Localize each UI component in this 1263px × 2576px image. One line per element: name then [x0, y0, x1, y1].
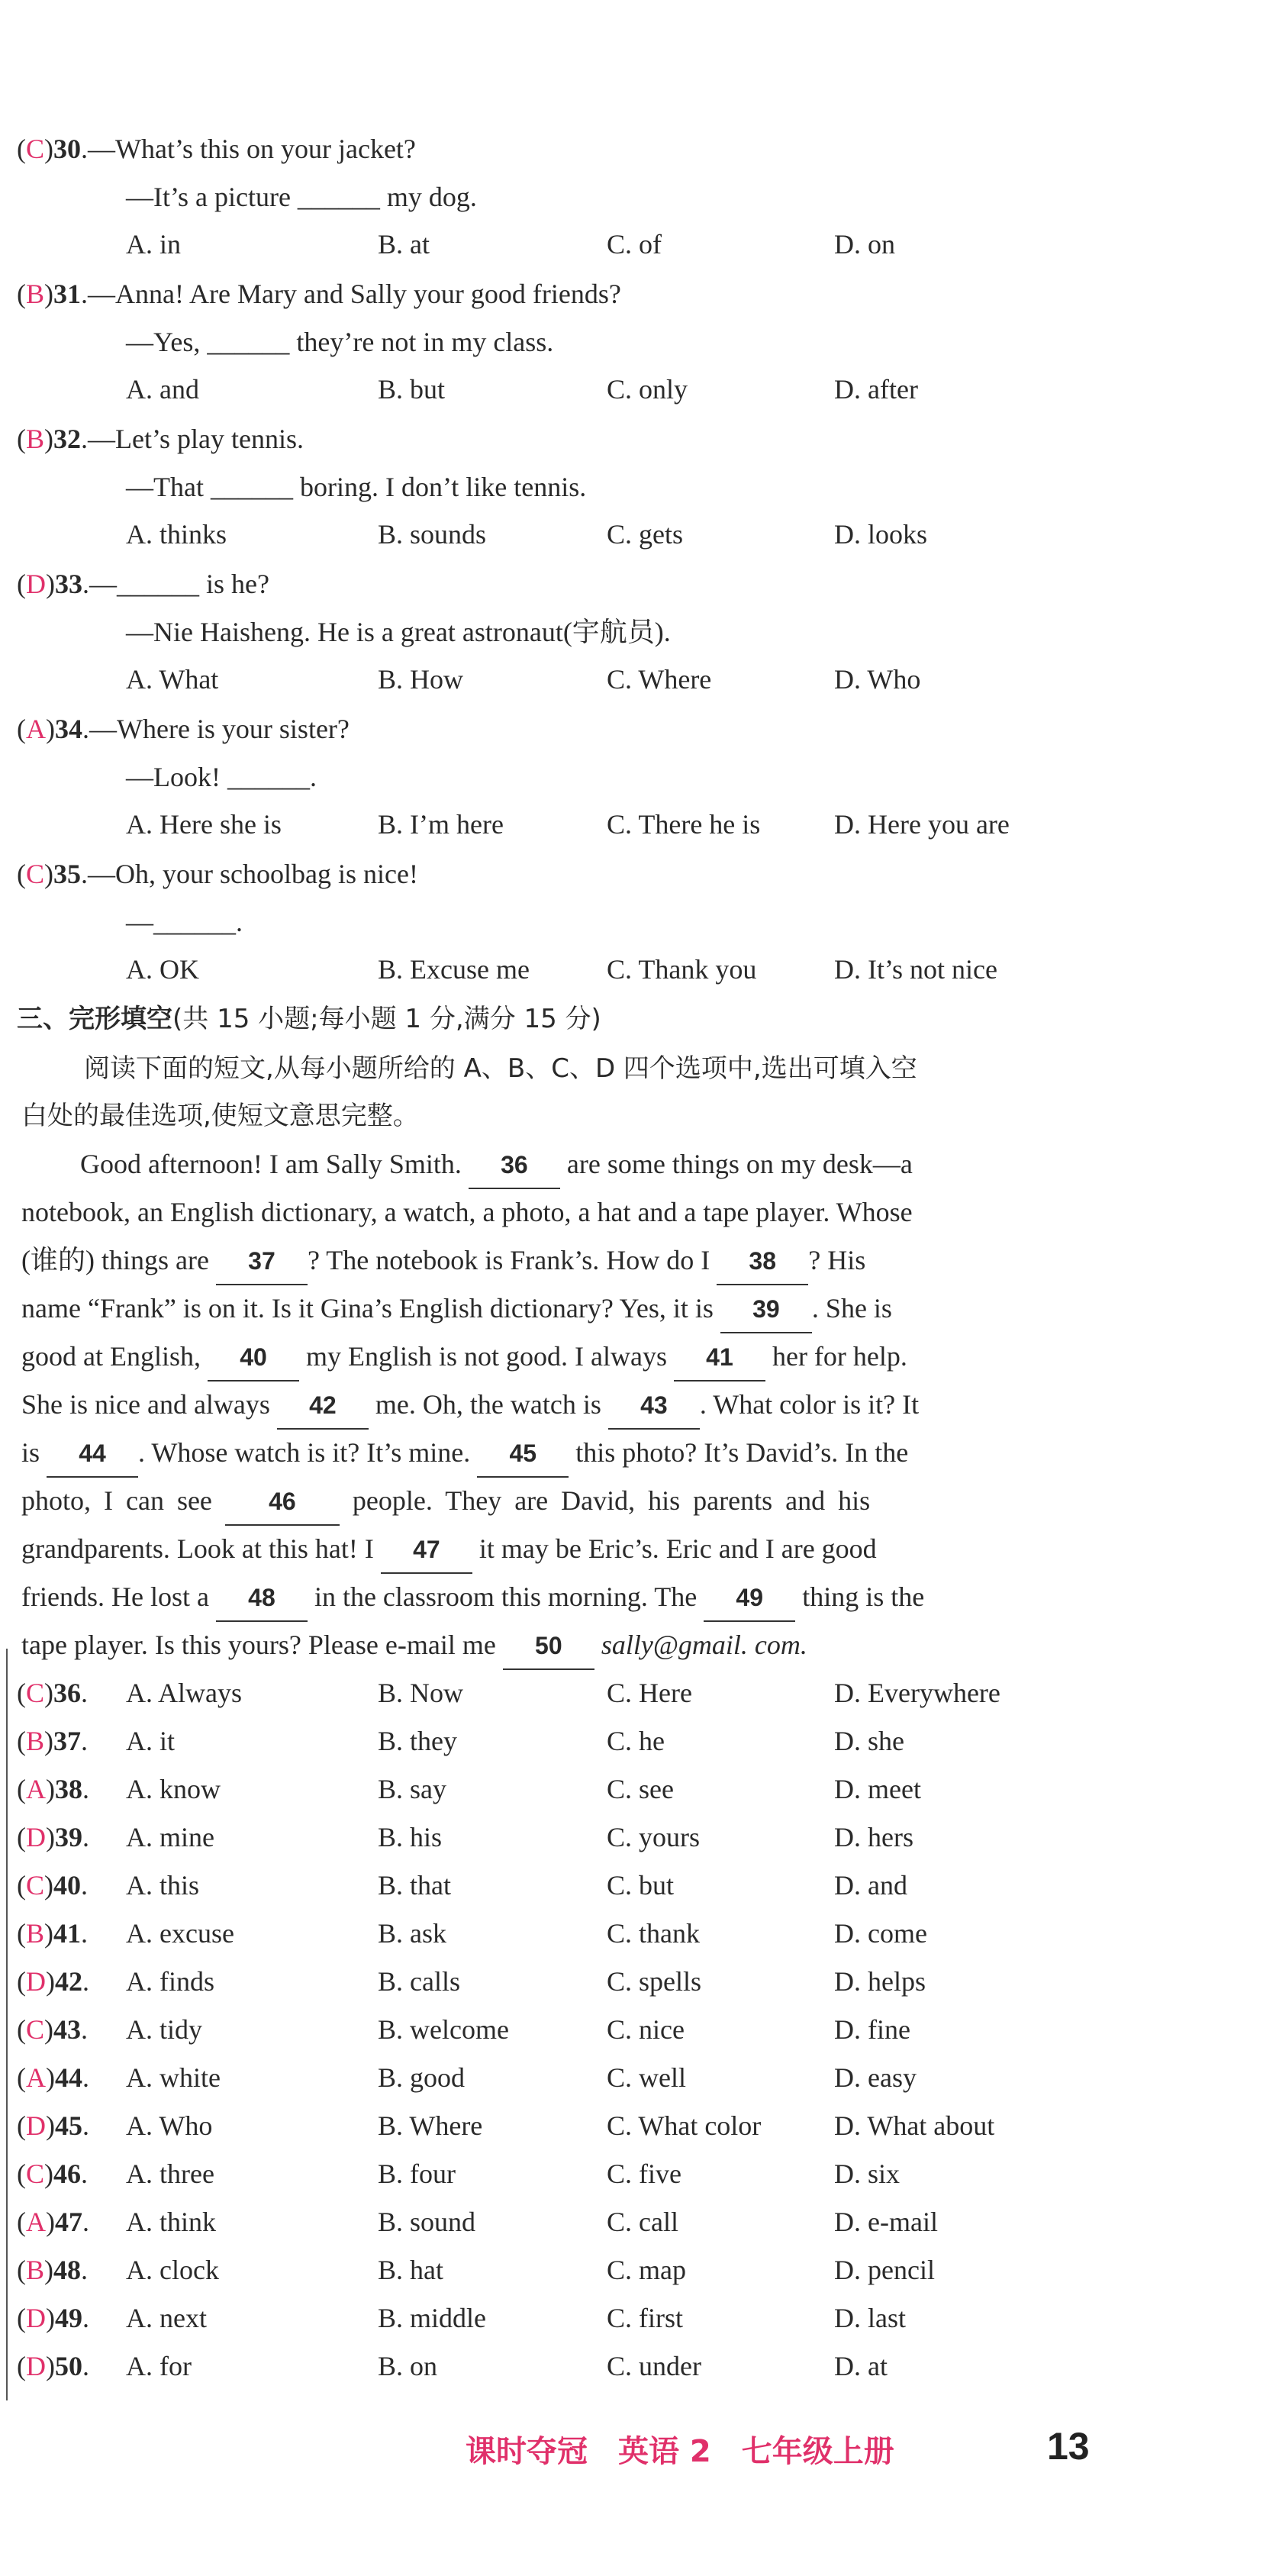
question-line: —Look! ______. [126, 762, 317, 792]
question-line: —Where is your sister? [89, 714, 350, 744]
option-c: C. yours [607, 1822, 701, 1852]
cloze-question-43: (C)43. A. tidy B. welcome C. nice D. fine [0, 2007, 1263, 2052]
passage-text: . What color is it? It [699, 1389, 920, 1420]
question-number: 30 [53, 134, 82, 164]
answer-mark: A [26, 2062, 46, 2093]
answer-mark: B [26, 1918, 45, 1949]
answer-mark: D [26, 2351, 46, 2381]
option-a: A. clock [126, 2255, 219, 2285]
footer-title: 课时夺冠 英语 2 七年级上册 [466, 2434, 894, 2469]
passage-text: me. Oh, the watch is [375, 1389, 601, 1420]
answer-mark: B [26, 279, 45, 309]
cloze-question-49: (D)49. A. next B. middle C. first D. last [0, 2295, 1263, 2341]
passage-text: . She is [811, 1293, 892, 1323]
question-number: 43 [53, 2014, 82, 2045]
passage-text: people. They are David, his parents and his [352, 1485, 871, 1516]
option-d: D. come [834, 1918, 927, 1949]
option-c: C. but [607, 1870, 675, 1901]
question-line: —______ is he? [89, 569, 269, 599]
option-b: B. I’m here [378, 809, 504, 840]
blank-37: 37 [216, 1238, 308, 1285]
question-number: 38 [55, 1774, 82, 1804]
option-a: A. white [126, 2062, 221, 2093]
option-a: A. excuse [126, 1918, 234, 1949]
option-a: A. know [126, 1774, 221, 1804]
passage-text: (谁的) things are [21, 1245, 209, 1275]
option-b: B. middle [378, 2303, 486, 2333]
option-b: B. his [378, 1822, 443, 1852]
option-a: A. it [126, 1726, 176, 1756]
option-a: A. OK [126, 954, 199, 985]
blank-43: 43 [608, 1382, 700, 1430]
option-b: B. say [378, 1774, 446, 1804]
question-number: 44 [55, 2062, 82, 2093]
blank-36: 36 [469, 1142, 560, 1189]
option-d: D. last [834, 2303, 906, 2333]
blank-45: 45 [477, 1430, 569, 1478]
answer-mark: D [26, 1966, 46, 1997]
blank-39: 39 [720, 1286, 812, 1333]
question-number: 40 [53, 1870, 82, 1901]
option-c: C. under [607, 2351, 701, 2381]
option-d: D. fine [834, 2014, 910, 2045]
question-line: —It’s a picture ______ my dog. [126, 182, 477, 212]
option-c: C. Here [607, 1678, 692, 1708]
option-d: D. e-mail [834, 2207, 938, 2237]
passage-text: Good afternoon! I am Sally Smith. [80, 1149, 462, 1179]
option-b: B. on [378, 2351, 438, 2381]
option-b: B. How [378, 664, 464, 695]
passage-text: is [21, 1437, 40, 1468]
cloze-question-38: (A)38. A. know B. say C. see D. meet [0, 1766, 1263, 1812]
passage-text: ? The notebook is Frank’s. How do I [307, 1245, 710, 1275]
answer-mark: A [26, 2207, 46, 2237]
answer-mark: B [26, 2255, 45, 2285]
question-number: 34 [55, 714, 82, 744]
question-number: 41 [53, 1918, 82, 1949]
page-number: 13 [1047, 2425, 1090, 2468]
passage-text: tape player. Is this yours? Please e-mail me [21, 1630, 496, 1660]
question-line: —What’s this on your jacket? [88, 134, 416, 164]
option-d: D. she [834, 1726, 904, 1756]
option-c: C. see [607, 1774, 674, 1804]
cloze-question-46: (C)46. A. three B. four C. five D. six [0, 2151, 1263, 2197]
option-c: C. nice [607, 2014, 685, 2045]
option-c: C. thank [607, 1918, 700, 1949]
blank-48: 48 [216, 1575, 308, 1622]
passage-text: . Whose watch is it? It’s mine. [138, 1437, 471, 1468]
question-line: —Yes, ______ they’re not in my class. [126, 327, 554, 357]
option-b: B. four [378, 2158, 456, 2189]
answer-mark: D [26, 2303, 46, 2333]
option-d: D. Who [834, 664, 921, 695]
section-subtitle: (共 15 小题;每小题 1 分,满分 15 分) [172, 1004, 601, 1034]
option-a: A. Who [126, 2110, 213, 2141]
question-number: 46 [53, 2158, 82, 2189]
question-line: —Let’s play tennis. [88, 424, 304, 454]
answer-mark: A [26, 714, 46, 744]
section-title: 三、完形填空 [17, 1004, 172, 1034]
question-line: —______. [126, 907, 243, 937]
option-b: B. good [378, 2062, 466, 2093]
option-b: B. Excuse me [378, 954, 530, 985]
answer-mark: C [26, 1870, 45, 1901]
question-number: 50 [55, 2351, 82, 2381]
question-number: 37 [53, 1726, 82, 1756]
question-number: 45 [55, 2110, 82, 2141]
option-b: B. calls [378, 1966, 460, 1997]
answer-mark: D [26, 569, 46, 599]
option-a: A. in [126, 229, 181, 260]
option-d: D. helps [834, 1966, 926, 1997]
option-d: D. after [834, 374, 918, 405]
email-address: sally@gmail. com. [601, 1630, 807, 1660]
question-number: 33 [55, 569, 82, 599]
option-c: C. well [607, 2062, 686, 2093]
passage-text: this photo? It’s David’s. In the [575, 1437, 909, 1468]
passage-text: name “Frank” is on it. Is it Gina’s English dictionary? Yes, it is [21, 1293, 714, 1323]
answer-mark: D [26, 2110, 46, 2141]
option-a: A. finds [126, 1966, 214, 1997]
passage-text: photo, I can see [21, 1485, 212, 1516]
question-number: 42 [55, 1966, 82, 1997]
option-d: D. at [834, 2351, 888, 2381]
option-a: A. Here she is [126, 809, 282, 840]
cloze-question-48: (B)48. A. clock B. hat C. map D. pencil [0, 2247, 1263, 2293]
option-c: C. Thank you [607, 954, 757, 985]
answer-mark: C [26, 1678, 45, 1708]
cloze-question-41: (B)41. A. excuse B. ask C. thank D. come [0, 1910, 1263, 1956]
option-b: B. Now [378, 1678, 464, 1708]
option-a: A. three [126, 2158, 214, 2189]
blank-49: 49 [704, 1575, 795, 1622]
option-a: A. tidy [126, 2014, 203, 2045]
cloze-question-42: (D)42. A. finds B. calls C. spells D. helps [0, 1959, 1263, 2004]
option-d: D. looks [834, 519, 928, 550]
instruction-line: 白处的最佳选项,使短文意思完整。 [21, 1101, 419, 1131]
option-c: C. five [607, 2158, 681, 2189]
passage-text: it may be Eric’s. Eric and I are good [478, 1533, 877, 1564]
option-d: D. Here you are [834, 809, 1010, 840]
option-c: C. What color [607, 2110, 762, 2141]
passage-text: her for help. [772, 1341, 907, 1372]
option-c: C. of [607, 229, 662, 260]
question-number: 48 [53, 2255, 82, 2285]
answer-mark: B [26, 1726, 45, 1756]
question-number: 35 [53, 859, 82, 889]
answer-mark: C [26, 134, 45, 164]
question-number: 31 [53, 279, 82, 309]
answer-mark: D [26, 1822, 46, 1852]
option-d: D. easy [834, 2062, 917, 2093]
blank-47: 47 [381, 1527, 472, 1574]
option-c: C. he [607, 1726, 665, 1756]
option-d: D. Everywhere [834, 1678, 1000, 1708]
option-c: C. first [607, 2303, 684, 2333]
answer-mark: C [26, 859, 45, 889]
option-d: D. pencil [834, 2255, 935, 2285]
option-b: B. they [378, 1726, 457, 1756]
option-c: C. There he is [607, 809, 761, 840]
option-a: A. for [126, 2351, 192, 2381]
option-d: D. hers [834, 1822, 913, 1852]
cloze-question-40: (C)40. A. this B. that C. but D. and [0, 1862, 1263, 1908]
passage-text: thing is the [802, 1581, 925, 1612]
option-b: B. sounds [378, 519, 487, 550]
option-b: B. ask [378, 1918, 446, 1949]
question-line: —Anna! Are Mary and Sally your good friends? [88, 279, 621, 309]
blank-40: 40 [208, 1334, 299, 1381]
option-a: A. thinks [126, 519, 227, 550]
passage-text: in the classroom this morning. The [314, 1581, 698, 1612]
option-c: C. only [607, 374, 688, 405]
option-b: B. sound [378, 2207, 476, 2237]
option-b: B. Where [378, 2110, 483, 2141]
blank-46: 46 [225, 1478, 340, 1526]
blank-50: 50 [503, 1623, 594, 1670]
answer-mark: C [26, 2014, 45, 2045]
option-c: C. Where [607, 664, 712, 695]
answer-mark: A [26, 1774, 46, 1804]
option-a: A. mine [126, 1822, 214, 1852]
option-b: B. but [378, 374, 446, 405]
passage-text: notebook, an English dictionary, a watch, a photo, a hat and a tape player. Whose [21, 1197, 913, 1227]
option-d: D. What about [834, 2110, 995, 2141]
option-c: C. spells [607, 1966, 702, 1997]
passage-text: friends. He lost a [21, 1581, 209, 1612]
cloze-question-36: (C)36. A. Always B. Now C. Here D. Everywhere [0, 1670, 1263, 1716]
cloze-question-37: (B)37. A. it B. they C. he D. she [0, 1718, 1263, 1764]
section-header [0, 996, 1263, 1042]
passage-text: my English is not good. I always [305, 1341, 667, 1372]
blank-42: 42 [277, 1382, 369, 1430]
option-c: C. call [607, 2207, 678, 2237]
instruction-line: 阅读下面的短文,从每小题所给的 A、B、C、D 四个选项中,选出可填入空 [84, 1053, 917, 1084]
option-a: A. next [126, 2303, 207, 2333]
passage-text: She is nice and always [21, 1389, 270, 1420]
option-d: D. and [834, 1870, 907, 1901]
cloze-question-44: (A)44. A. white B. good C. well D. easy [0, 2055, 1263, 2100]
option-a: A. What [126, 664, 219, 695]
option-d: D. on [834, 229, 895, 260]
passage-text: ? His [808, 1245, 866, 1275]
answer-mark: C [26, 2158, 45, 2189]
option-b: B. hat [378, 2255, 443, 2285]
option-a: A. think [126, 2207, 217, 2237]
cloze-question-45: (D)45. A. Who B. Where C. What color D. What about [0, 2103, 1263, 2149]
question-number: 32 [53, 424, 82, 454]
question-number: 47 [55, 2207, 82, 2237]
option-a: A. Always [126, 1678, 242, 1708]
passage-text: grandparents. Look at this hat! I [21, 1533, 374, 1564]
option-c: C. gets [607, 519, 684, 550]
option-d: D. It’s not nice [834, 954, 997, 985]
passage-text: good at English, [21, 1341, 201, 1372]
option-d: D. meet [834, 1774, 921, 1804]
cloze-question-39: (D)39. A. mine B. his C. yours D. hers [0, 1814, 1263, 1860]
cloze-question-50: (D)50. A. for B. on C. under D. at [0, 2343, 1263, 2389]
option-b: B. at [378, 229, 430, 260]
question-number: 49 [55, 2303, 82, 2333]
blank-41: 41 [674, 1334, 765, 1381]
option-d: D. six [834, 2158, 901, 2189]
cloze-question-47: (A)47. A. think B. sound C. call D. e-mail [0, 2199, 1263, 2245]
question-line: —Oh, your schoolbag is nice! [88, 859, 418, 889]
option-a: A. and [126, 374, 199, 405]
question-number: 39 [55, 1822, 82, 1852]
option-c: C. map [607, 2255, 686, 2285]
answer-mark: B [26, 424, 45, 454]
question-number: 36 [53, 1678, 82, 1708]
option-b: B. welcome [378, 2014, 509, 2045]
option-b: B. that [378, 1870, 451, 1901]
passage-text: are some things on my desk—a [566, 1149, 913, 1179]
question-line: —That ______ boring. I don’t like tennis. [126, 472, 587, 502]
blank-44: 44 [47, 1430, 138, 1478]
blank-38: 38 [717, 1238, 808, 1285]
option-a: A. this [126, 1870, 200, 1901]
question-line: —Nie Haisheng. He is a great astronaut(宇航员). [126, 617, 671, 647]
